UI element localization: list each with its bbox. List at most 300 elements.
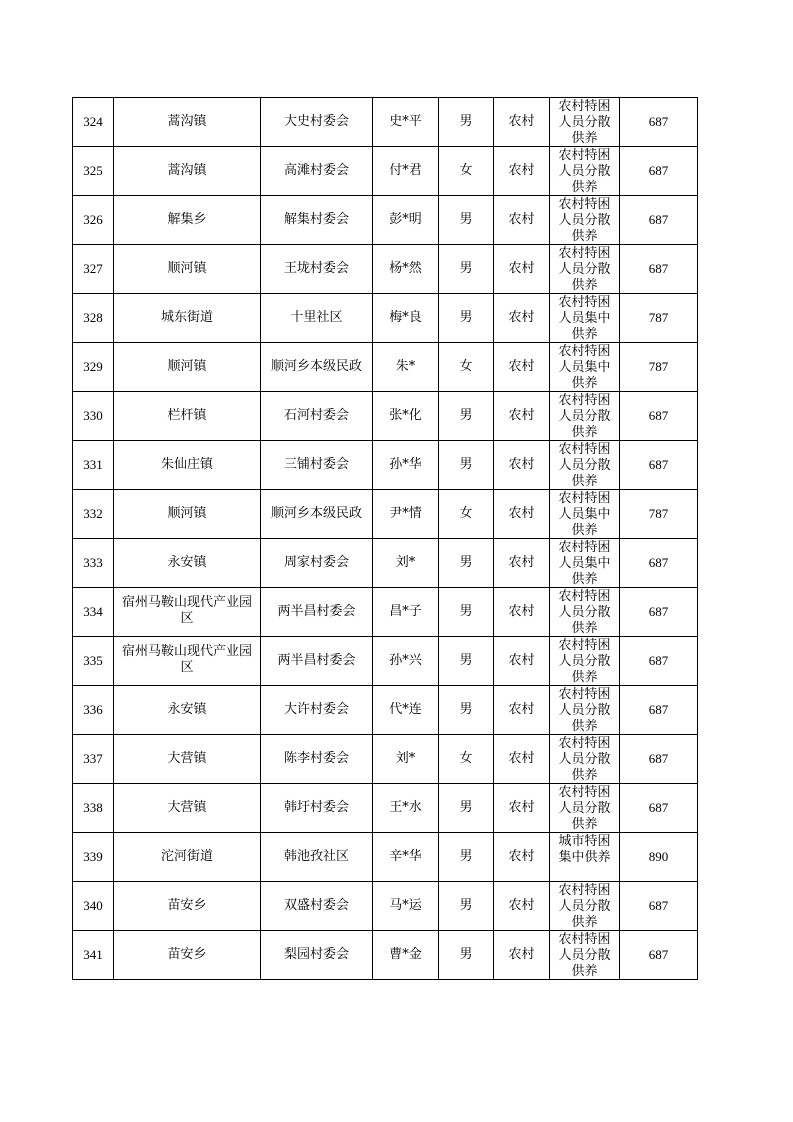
town-cell <box>114 833 261 882</box>
gender-cell <box>439 343 494 392</box>
category-cell-text: 农村特困人员分散供养 <box>558 785 611 832</box>
town-cell-text: 城东街道 <box>160 310 213 325</box>
gender-cell-text: 男 <box>459 604 473 619</box>
category-cell <box>550 882 620 931</box>
person-name-cell <box>373 196 439 245</box>
person-name-cell-text: 昌*子 <box>389 604 422 619</box>
village-cell <box>261 588 373 637</box>
village-cell-text: 高滩村委会 <box>283 163 349 178</box>
town-cell-text: 沱河街道 <box>160 849 213 864</box>
person-name-cell <box>373 784 439 833</box>
row-number-cell <box>73 343 114 392</box>
row-number-cell-text: 335 <box>83 653 103 668</box>
person-name-cell <box>373 882 439 931</box>
person-name-cell <box>373 637 439 686</box>
table-row <box>73 735 698 784</box>
amount-cell-text: 787 <box>648 310 669 325</box>
table-row <box>73 882 698 931</box>
table-row <box>73 98 698 147</box>
category-cell <box>550 196 620 245</box>
category-cell-text: 城市特困集中供养 <box>558 834 611 865</box>
person-name-cell <box>373 490 439 539</box>
category-cell <box>550 490 620 539</box>
village-cell-text: 双盛村委会 <box>283 898 349 913</box>
town-cell <box>114 294 261 343</box>
amount-cell <box>620 588 698 637</box>
town-cell <box>114 343 261 392</box>
amount-cell <box>620 882 698 931</box>
village-cell-text: 梨园村委会 <box>283 947 349 962</box>
village-cell <box>261 343 373 392</box>
gender-cell <box>439 735 494 784</box>
table-row <box>73 686 698 735</box>
person-name-cell-text: 张*化 <box>389 408 422 423</box>
category-cell-text: 农村特困人员集中供养 <box>558 295 611 342</box>
amount-cell <box>620 98 698 147</box>
amount-cell <box>620 245 698 294</box>
area-cell-text: 农村 <box>508 604 535 619</box>
category-cell <box>550 637 620 686</box>
row-number-cell-text: 341 <box>83 947 103 962</box>
amount-cell <box>620 343 698 392</box>
amount-cell <box>620 931 698 980</box>
gender-cell <box>439 490 494 539</box>
village-cell <box>261 392 373 441</box>
row-number-cell-text: 333 <box>83 555 103 570</box>
town-cell-text: 顺河镇 <box>167 261 207 276</box>
gender-cell-text: 男 <box>459 212 473 227</box>
category-cell <box>550 833 620 882</box>
gender-cell-text: 男 <box>459 114 473 129</box>
person-name-cell-text: 史*平 <box>389 114 422 129</box>
row-number-cell-text: 332 <box>83 506 103 521</box>
area-cell-text: 农村 <box>508 310 535 325</box>
category-cell-text: 农村特困人员分散供养 <box>558 687 611 734</box>
gender-cell-text: 女 <box>459 506 473 521</box>
category-cell-text: 农村特困人员分散供养 <box>558 393 611 440</box>
gender-cell-text: 男 <box>459 310 473 325</box>
person-name-cell <box>373 294 439 343</box>
gender-cell <box>439 588 494 637</box>
gender-cell <box>439 98 494 147</box>
town-cell-text: 永安镇 <box>167 702 207 717</box>
village-cell-text: 石河村委会 <box>283 408 349 423</box>
village-cell-text: 十里社区 <box>290 310 343 325</box>
row-number-cell-text: 337 <box>83 751 103 766</box>
area-cell <box>494 441 550 490</box>
village-cell-text: 周家村委会 <box>283 555 349 570</box>
gender-cell <box>439 441 494 490</box>
row-number-cell <box>73 735 114 784</box>
town-cell-text: 解集乡 <box>167 212 207 227</box>
town-cell-text: 宿州马鞍山现代产业园区 <box>121 595 252 626</box>
town-cell <box>114 735 261 784</box>
village-cell-text: 韩圩村委会 <box>283 800 349 815</box>
row-number-cell <box>73 833 114 882</box>
row-number-cell <box>73 588 114 637</box>
gender-cell <box>439 833 494 882</box>
town-cell-text: 宿州马鞍山现代产业园区 <box>121 644 252 675</box>
category-cell <box>550 686 620 735</box>
row-number-cell-text: 327 <box>83 261 103 276</box>
amount-cell <box>620 490 698 539</box>
gender-cell-text: 男 <box>459 947 473 962</box>
person-name-cell-text: 孙*华 <box>389 457 422 472</box>
area-cell-text: 农村 <box>508 457 535 472</box>
category-cell <box>550 245 620 294</box>
village-cell <box>261 245 373 294</box>
category-cell-text: 农村特困人员集中供养 <box>558 344 611 391</box>
row-number-cell <box>73 637 114 686</box>
village-cell-text: 大许村委会 <box>283 702 349 717</box>
person-name-cell-text: 尹*情 <box>389 506 422 521</box>
amount-cell <box>620 294 698 343</box>
area-cell-text: 农村 <box>508 898 535 913</box>
row-number-cell-text: 331 <box>83 457 103 472</box>
row-number-cell <box>73 784 114 833</box>
person-name-cell-text: 杨*然 <box>389 261 422 276</box>
row-number-cell-text: 330 <box>83 408 103 423</box>
town-cell <box>114 882 261 931</box>
area-cell <box>494 392 550 441</box>
row-number-cell <box>73 931 114 980</box>
gender-cell <box>439 196 494 245</box>
area-cell-text: 农村 <box>508 506 535 521</box>
area-cell <box>494 686 550 735</box>
area-cell <box>494 931 550 980</box>
amount-cell-text: 687 <box>648 800 669 815</box>
person-name-cell-text: 代*连 <box>389 702 422 717</box>
row-number-cell-text: 324 <box>83 114 103 129</box>
table-row <box>73 245 698 294</box>
row-number-cell <box>73 441 114 490</box>
gender-cell <box>439 392 494 441</box>
area-cell-text: 农村 <box>508 261 535 276</box>
person-name-cell-text: 曹*金 <box>389 947 422 962</box>
village-cell <box>261 686 373 735</box>
category-cell <box>550 931 620 980</box>
table-row <box>73 294 698 343</box>
row-number-cell-text: 326 <box>83 212 103 227</box>
area-cell-text: 农村 <box>508 359 535 374</box>
table-row <box>73 196 698 245</box>
gender-cell-text: 男 <box>459 555 473 570</box>
gender-cell <box>439 637 494 686</box>
person-name-cell <box>373 931 439 980</box>
town-cell <box>114 588 261 637</box>
area-cell <box>494 98 550 147</box>
gender-cell <box>439 294 494 343</box>
town-cell-text: 大营镇 <box>167 751 207 766</box>
area-cell-text: 农村 <box>508 849 535 864</box>
town-cell <box>114 196 261 245</box>
table-row <box>73 147 698 196</box>
category-cell-text: 农村特困人员集中供养 <box>558 540 611 587</box>
area-cell-text: 农村 <box>508 947 535 962</box>
amount-cell-text: 787 <box>648 506 669 521</box>
area-cell <box>494 833 550 882</box>
town-cell-text: 顺河镇 <box>167 359 207 374</box>
town-cell <box>114 637 261 686</box>
person-name-cell <box>373 833 439 882</box>
village-cell <box>261 98 373 147</box>
amount-cell-text: 687 <box>648 457 669 472</box>
area-cell <box>494 245 550 294</box>
town-cell-text: 栏杆镇 <box>167 408 207 423</box>
person-name-cell <box>373 588 439 637</box>
area-cell <box>494 539 550 588</box>
row-number-cell <box>73 882 114 931</box>
village-cell <box>261 147 373 196</box>
person-name-cell <box>373 539 439 588</box>
village-cell-text: 两半昌村委会 <box>277 653 356 668</box>
gender-cell-text: 女 <box>459 359 473 374</box>
gender-cell-text: 女 <box>459 751 473 766</box>
village-cell <box>261 196 373 245</box>
category-cell-text: 农村特困人员分散供养 <box>558 246 611 293</box>
row-number-cell-text: 340 <box>83 898 103 913</box>
category-cell-text: 农村特困人员分散供养 <box>558 99 611 146</box>
town-cell <box>114 686 261 735</box>
town-cell <box>114 784 261 833</box>
table-row <box>73 490 698 539</box>
table-row <box>73 784 698 833</box>
amount-cell <box>620 196 698 245</box>
amount-cell-text: 687 <box>648 898 669 913</box>
town-cell <box>114 147 261 196</box>
amount-cell-text: 687 <box>648 408 669 423</box>
area-cell-text: 农村 <box>508 212 535 227</box>
area-cell-text: 农村 <box>508 555 535 570</box>
area-cell-text: 农村 <box>508 163 535 178</box>
gender-cell-text: 男 <box>459 849 473 864</box>
table-row <box>73 833 698 882</box>
amount-cell-text: 687 <box>648 555 669 570</box>
village-cell-text: 三铺村委会 <box>283 457 349 472</box>
amount-cell-text: 687 <box>648 604 669 619</box>
amount-cell-text: 687 <box>648 653 669 668</box>
amount-cell-text: 687 <box>648 212 669 227</box>
amount-cell-text: 687 <box>648 947 669 962</box>
gender-cell <box>439 147 494 196</box>
village-cell <box>261 441 373 490</box>
table-row <box>73 588 698 637</box>
person-name-cell <box>373 245 439 294</box>
category-cell-text: 农村特困人员分散供养 <box>558 883 611 930</box>
gender-cell-text: 女 <box>459 163 473 178</box>
amount-cell <box>620 735 698 784</box>
person-name-cell <box>373 98 439 147</box>
amount-cell <box>620 147 698 196</box>
amount-cell <box>620 441 698 490</box>
person-name-cell-text: 孙*兴 <box>389 653 422 668</box>
amount-cell-text: 890 <box>648 849 669 864</box>
amount-cell <box>620 539 698 588</box>
town-cell <box>114 931 261 980</box>
area-cell <box>494 735 550 784</box>
village-cell <box>261 637 373 686</box>
person-name-cell <box>373 441 439 490</box>
person-name-cell <box>373 686 439 735</box>
row-number-cell <box>73 147 114 196</box>
amount-cell <box>620 784 698 833</box>
town-cell-text: 大营镇 <box>167 800 207 815</box>
area-cell <box>494 490 550 539</box>
gender-cell-text: 男 <box>459 457 473 472</box>
village-cell-text: 陈李村委会 <box>283 751 349 766</box>
village-cell-text: 两半昌村委会 <box>277 604 356 619</box>
town-cell <box>114 392 261 441</box>
area-cell-text: 农村 <box>508 114 535 129</box>
row-number-cell-text: 329 <box>83 359 103 374</box>
row-number-cell <box>73 294 114 343</box>
village-cell-text: 顺河乡本级民政 <box>270 359 362 374</box>
table-row <box>73 539 698 588</box>
amount-cell-text: 687 <box>648 114 669 129</box>
village-cell <box>261 539 373 588</box>
amount-cell-text: 687 <box>648 261 669 276</box>
row-number-cell <box>73 245 114 294</box>
village-cell <box>261 735 373 784</box>
person-name-cell <box>373 343 439 392</box>
person-name-cell-text: 彭*明 <box>389 212 422 227</box>
gender-cell <box>439 245 494 294</box>
category-cell-text: 农村特困人员集中供养 <box>558 491 611 538</box>
table-row <box>73 637 698 686</box>
person-name-cell <box>373 392 439 441</box>
row-number-cell-text: 328 <box>83 310 103 325</box>
category-cell <box>550 539 620 588</box>
category-cell-text: 农村特困人员分散供养 <box>558 589 611 636</box>
gender-cell <box>439 784 494 833</box>
village-cell-text: 顺河乡本级民政 <box>270 506 362 521</box>
amount-cell-text: 687 <box>648 163 669 178</box>
amount-cell-text: 687 <box>648 751 669 766</box>
area-cell <box>494 294 550 343</box>
row-number-cell <box>73 686 114 735</box>
village-cell <box>261 833 373 882</box>
village-cell <box>261 784 373 833</box>
town-cell <box>114 539 261 588</box>
table-row <box>73 392 698 441</box>
gender-cell-text: 男 <box>459 653 473 668</box>
area-cell <box>494 882 550 931</box>
category-cell-text: 农村特困人员分散供养 <box>558 197 611 244</box>
category-cell <box>550 294 620 343</box>
person-name-cell-text: 付*君 <box>389 163 422 178</box>
person-name-cell-text: 朱* <box>395 359 416 374</box>
town-cell-text: 顺河镇 <box>167 506 207 521</box>
village-cell <box>261 882 373 931</box>
row-number-cell <box>73 490 114 539</box>
town-cell-text: 朱仙庄镇 <box>160 457 213 472</box>
person-name-cell <box>373 147 439 196</box>
category-cell <box>550 98 620 147</box>
village-cell <box>261 294 373 343</box>
amount-cell <box>620 833 698 882</box>
amount-cell <box>620 637 698 686</box>
town-cell <box>114 441 261 490</box>
person-name-cell-text: 马*运 <box>389 898 422 913</box>
town-cell-text: 永安镇 <box>167 555 207 570</box>
gender-cell <box>439 686 494 735</box>
village-cell-text: 大史村委会 <box>283 114 349 129</box>
village-cell-text: 解集村委会 <box>283 212 349 227</box>
amount-cell-text: 787 <box>648 359 669 374</box>
gender-cell-text: 男 <box>459 261 473 276</box>
row-number-cell-text: 338 <box>83 800 103 815</box>
row-number-cell <box>73 196 114 245</box>
category-cell <box>550 784 620 833</box>
town-cell-text: 蒿沟镇 <box>167 163 207 178</box>
town-cell <box>114 490 261 539</box>
area-cell-text: 农村 <box>508 751 535 766</box>
category-cell <box>550 343 620 392</box>
area-cell-text: 农村 <box>508 702 535 717</box>
category-cell-text: 农村特困人员分散供养 <box>558 736 611 783</box>
person-name-cell <box>373 735 439 784</box>
row-number-cell <box>73 98 114 147</box>
category-cell <box>550 588 620 637</box>
row-number-cell-text: 325 <box>83 163 103 178</box>
category-cell-text: 农村特困人员分散供养 <box>558 442 611 489</box>
area-cell <box>494 147 550 196</box>
area-cell <box>494 637 550 686</box>
town-cell <box>114 245 261 294</box>
area-cell <box>494 588 550 637</box>
category-cell <box>550 392 620 441</box>
village-cell <box>261 931 373 980</box>
amount-cell <box>620 392 698 441</box>
gender-cell-text: 男 <box>459 408 473 423</box>
amount-cell-text: 687 <box>648 702 669 717</box>
person-name-cell-text: 刘* <box>395 555 416 570</box>
person-name-cell-text: 刘* <box>395 751 416 766</box>
area-cell-text: 农村 <box>508 800 535 815</box>
category-cell-text: 农村特困人员分散供养 <box>558 638 611 685</box>
area-cell-text: 农村 <box>508 653 535 668</box>
table-body <box>73 98 698 980</box>
village-cell-text: 王垅村委会 <box>283 261 349 276</box>
person-name-cell-text: 王*水 <box>389 800 422 815</box>
gender-cell-text: 男 <box>459 898 473 913</box>
row-number-cell <box>73 539 114 588</box>
person-name-cell-text: 辛*华 <box>389 849 422 864</box>
table-row <box>73 441 698 490</box>
category-cell <box>550 147 620 196</box>
area-cell-text: 农村 <box>508 408 535 423</box>
gender-cell-text: 男 <box>459 702 473 717</box>
table-row <box>73 931 698 980</box>
table-row <box>73 343 698 392</box>
gender-cell-text: 男 <box>459 800 473 815</box>
town-cell-text: 蒿沟镇 <box>167 114 207 129</box>
gender-cell <box>439 882 494 931</box>
village-cell-text: 韩池孜社区 <box>283 849 349 864</box>
amount-cell <box>620 686 698 735</box>
row-number-cell-text: 336 <box>83 702 103 717</box>
gender-cell <box>439 539 494 588</box>
data-table <box>72 97 698 980</box>
town-cell-text: 苗安乡 <box>167 898 207 913</box>
area-cell <box>494 343 550 392</box>
category-cell <box>550 735 620 784</box>
town-cell-text: 苗安乡 <box>167 947 207 962</box>
area-cell <box>494 784 550 833</box>
category-cell-text: 农村特困人员分散供养 <box>558 148 611 195</box>
person-name-cell-text: 梅*良 <box>389 310 422 325</box>
area-cell <box>494 196 550 245</box>
